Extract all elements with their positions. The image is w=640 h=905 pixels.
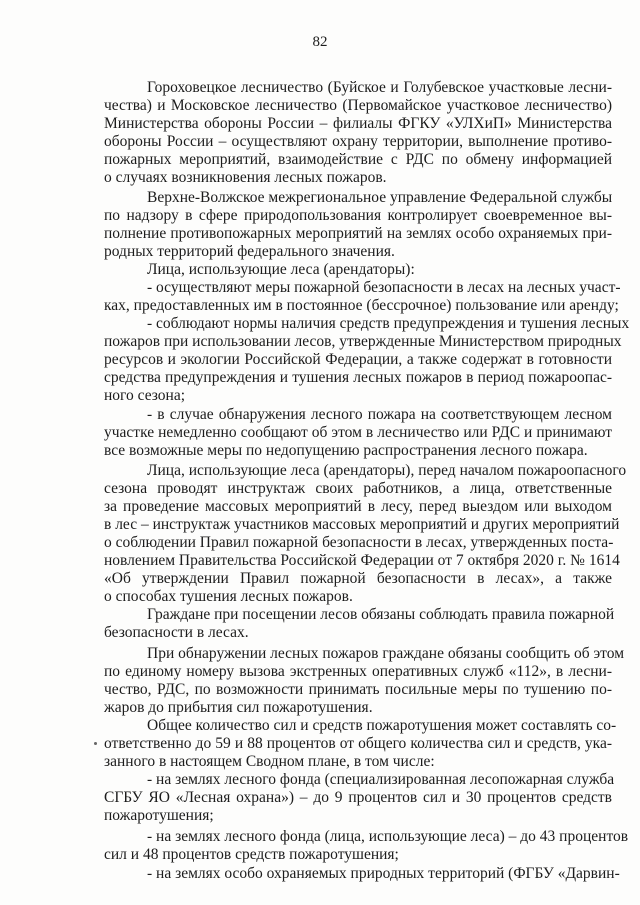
text-line: СГБУ ЯО «Лесная охрана») – до 9 процентов сил и 30 процентов средств [104,789,612,806]
text-line: средства предупреждения и тушения лесных пожаров в период пожароопас- [104,369,612,386]
text-line: ресурсов и экологии Российской Федерации, а также содержат в готовности [104,351,612,368]
text-line: сил и 48 процентов средств пожаротушения; [104,846,399,863]
text-line: - соблюдают нормы наличия средств предупреждения и тушения лесных [147,315,630,332]
text-line: в лес – инструктаж участников массовых мероприятий и других мероприятий [104,516,620,533]
text-line: Общее количество сил и средств пожаротушения может составлять со- [147,717,617,734]
text-line: ного сезона; [104,387,186,404]
text-line: Лица, использующие леса (арендаторы), перед началом пожароопасного [147,462,627,479]
text-line: ках, предоставленных им в постоянное (бессрочное) пользование или аренду; [104,297,619,314]
text-line: Лица, использующие леса (арендаторы): [147,261,415,278]
text-line: все возможные меры по недопущению распространения лесного пожара. [104,442,588,459]
text-line: Гороховецкое лесничество (Буйское и Голубевское участковые лесни- [147,79,612,96]
text-line: - на землях лесного фонда (специализированная лесопожарная служба [147,771,615,788]
text-line: чества) и Московское лесничество (Первомайское участковое лесничество) [104,97,612,114]
text-line: пожаров при использовании лесов, утвержденные Министерством природных [104,333,622,350]
text-line: о соблюдении Правил пожарной безопасности в лесах, утвержденных поста- [104,534,614,551]
text-line: - на землях лесного фонда (лица, использующие леса) – до 43 процентов [147,828,629,845]
text-line: занного в настоящем Сводном плане, в том числе: [104,753,435,770]
text-line: Граждане при посещении лесов обязаны соблюдать правила пожарной [147,606,615,623]
text-line: по надзору в сфере природопользования контролирует своевременное вы- [104,207,612,224]
text-line: При обнаружении лесных пожаров граждане обязаны сообщить об этом [147,645,625,662]
text-line: жаров до прибытия сил пожаротушения. [104,699,373,716]
text-line: обороны России – осуществляют охрану территории, выполнение противо- [104,133,612,150]
text-line: пожарных мероприятий, взаимодействие с РДС по обмену информацией [104,151,612,168]
text-line: ответственно до 59 и 88 процентов от общего количества сил и средств, ука- [104,735,612,752]
text-line: по единому номеру вызова экстренных оперативных служб «112», в лесни- [104,663,612,680]
text-line: - на землях особо охраняемых природных территорий (ФГБУ «Дарвин- [147,865,620,882]
text-line: полнение противопожарных мероприятий на землях особо охраняемых при- [104,225,612,242]
text-line: - в случае обнаружения лесного пожара на соответствующем лесном [147,406,612,423]
text-line: родных территорий федерального значения. [104,243,395,260]
scan-speck [94,742,97,745]
text-line: за проведение массовых мероприятий в лесу, перед выездом или выходом [104,498,612,515]
text-line: «Об утверждении Правил пожарной безопасности в лесах», а также [104,570,612,587]
text-line: - осуществляют меры пожарной безопасности в лесах на лесных участ- [147,279,621,296]
text-line: сезона проводят инструктаж своих работников, а лица, ответственные [104,480,612,497]
text-line: участке немедленно сообщают об этом в лесничество или РДС и принимают [104,424,612,441]
page-number: 82 [312,34,328,50]
text-line: безопасности в лесах. [104,624,249,641]
text-line: пожаротушения; [104,807,214,824]
text-line: новлением Правительства Российской Федерации от 7 октября 2020 г. № 1614 [104,552,620,569]
text-line: о случаях возникновения лесных пожаров. [104,169,387,186]
text-line: о способах тушения лесных пожаров. [104,588,353,605]
text-line: Верхне-Волжское межрегиональное управление Федеральной службы [147,189,613,206]
text-line: чество, РДС, по возможности принимать посильные меры по тушению по- [104,681,612,698]
text-line: Министерства обороны России – филиалы ФГКУ «УЛХиП» Министерства [104,115,612,132]
